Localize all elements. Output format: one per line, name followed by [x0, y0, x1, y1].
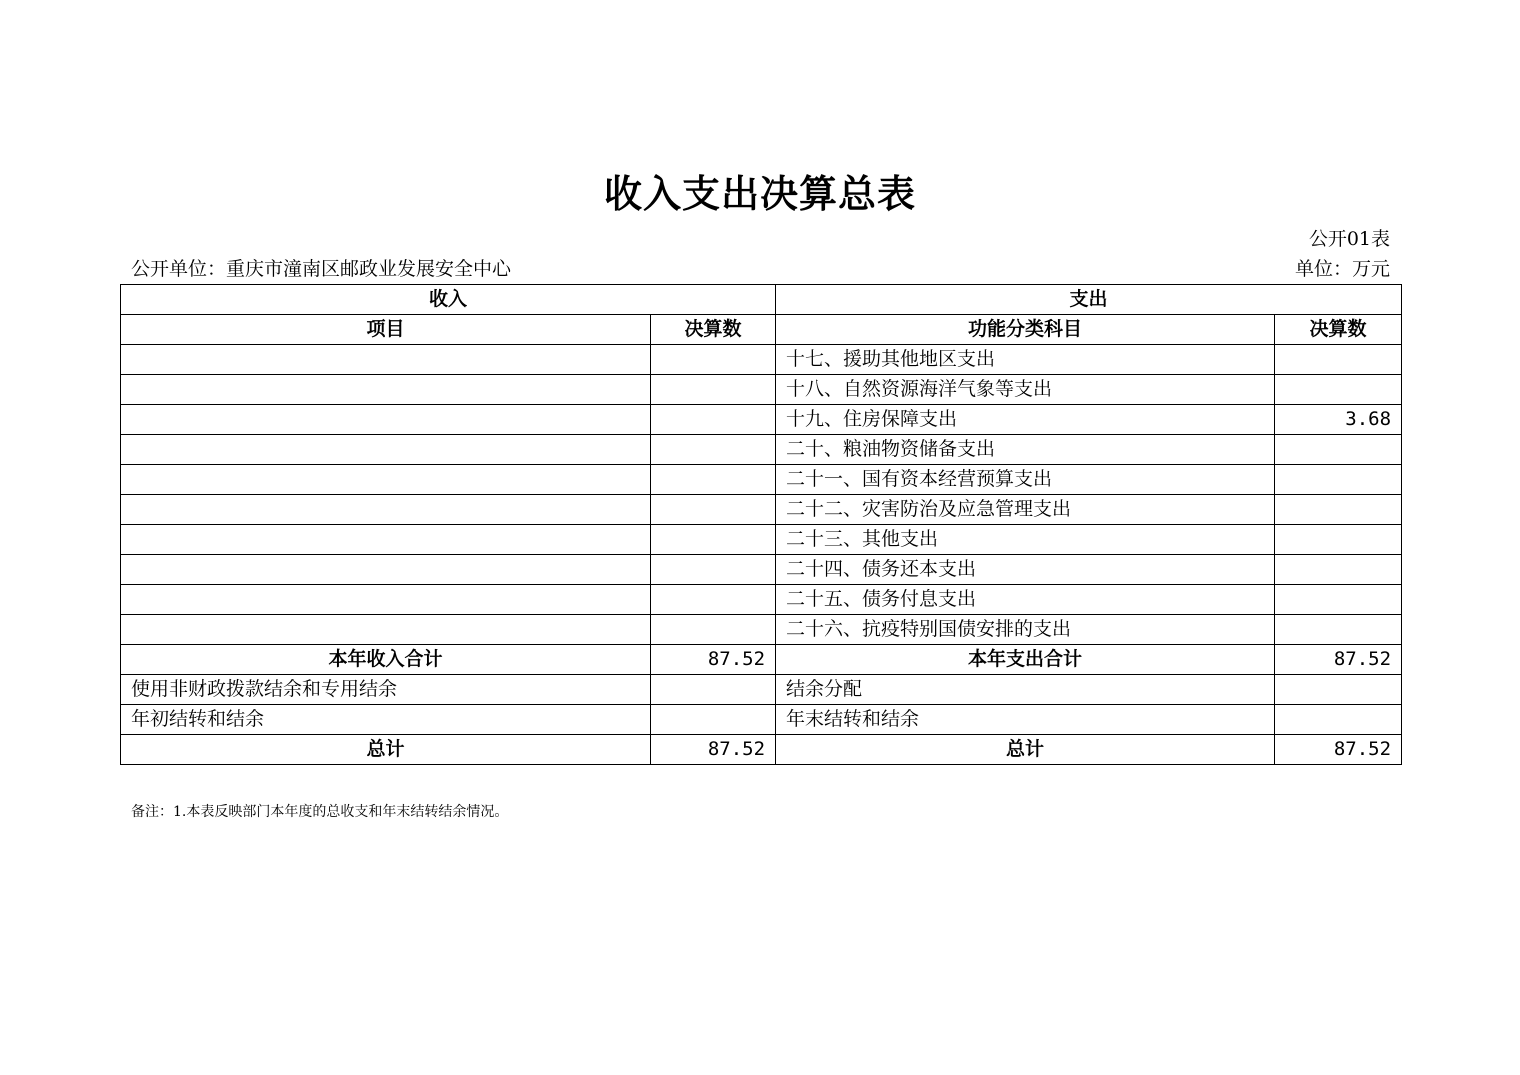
- expense-subtotal-amount: 87.52: [1275, 645, 1402, 675]
- expense-amount: 3.68: [1275, 405, 1402, 435]
- income-amount: [651, 525, 776, 555]
- income-item: [121, 525, 651, 555]
- income-item: [121, 495, 651, 525]
- section-header-row: [121, 285, 1402, 315]
- expense-item: 二十四、债务还本支出: [776, 555, 1275, 585]
- income-amount: [651, 435, 776, 465]
- category-header: 功能分类科目: [776, 315, 1275, 345]
- expense-item: 结余分配: [776, 675, 1275, 705]
- expense-amount-header: 决算数: [1275, 315, 1402, 345]
- income-amount: [651, 495, 776, 525]
- table-row: [121, 465, 1402, 495]
- table-row: [121, 405, 1402, 435]
- income-item: [121, 465, 651, 495]
- subtotal-row: [121, 645, 1402, 675]
- form-number: 公开01表: [1308, 228, 1390, 250]
- expense-amount: [1275, 525, 1402, 555]
- income-amount: [651, 345, 776, 375]
- expense-amount: [1275, 705, 1402, 735]
- expense-item: 二十三、其他支出: [776, 525, 1275, 555]
- expense-item: 二十二、灾害防治及应急管理支出: [776, 495, 1275, 525]
- table-row: [121, 375, 1402, 405]
- expense-item: 年末结转和结余: [776, 705, 1275, 735]
- expense-item: 二十五、债务付息支出: [776, 585, 1275, 615]
- table-row: [121, 675, 1402, 705]
- income-amount: [651, 375, 776, 405]
- expense-amount: [1275, 675, 1402, 705]
- income-item: [121, 345, 651, 375]
- income-amount: [651, 675, 776, 705]
- expense-item: 二十一、国有资本经营预算支出: [776, 465, 1275, 495]
- expense-item: 十七、援助其他地区支出: [776, 345, 1275, 375]
- currency-unit: 单位：万元: [1294, 258, 1390, 280]
- income-amount: [651, 615, 776, 645]
- table-row: [121, 705, 1402, 735]
- income-item: [121, 585, 651, 615]
- income-header: 收入: [121, 285, 776, 315]
- table-row: [121, 495, 1402, 525]
- income-item: [121, 435, 651, 465]
- expense-amount: [1275, 435, 1402, 465]
- expense-amount: [1275, 375, 1402, 405]
- table-row: [121, 525, 1402, 555]
- expense-header: 支出: [776, 285, 1402, 315]
- item-header: 项目: [121, 315, 651, 345]
- table-row: [121, 555, 1402, 585]
- budget-summary-table: [120, 284, 1402, 765]
- expense-amount: [1275, 585, 1402, 615]
- reporting-unit: 公开单位：重庆市潼南区邮政业发展安全中心: [131, 258, 512, 280]
- expense-item: 十八、自然资源海洋气象等支出: [776, 375, 1275, 405]
- income-subtotal-label: 本年收入合计: [121, 645, 651, 675]
- income-item: 使用非财政拨款结余和专用结余: [121, 675, 651, 705]
- expense-amount: [1275, 345, 1402, 375]
- expense-item: 二十六、抗疫特别国债安排的支出: [776, 615, 1275, 645]
- income-item: 年初结转和结余: [121, 705, 651, 735]
- income-item: [121, 615, 651, 645]
- expense-amount: [1275, 465, 1402, 495]
- expense-amount: [1275, 555, 1402, 585]
- income-amount: [651, 405, 776, 435]
- income-item: [121, 405, 651, 435]
- expense-item: 二十、粮油物资储备支出: [776, 435, 1275, 465]
- income-item: [121, 555, 651, 585]
- table-row: [121, 435, 1402, 465]
- page-title: 收入支出决算总表: [603, 172, 916, 216]
- expense-total-label: 总计: [776, 735, 1275, 765]
- total-row: [121, 735, 1402, 765]
- table-row: [121, 345, 1402, 375]
- income-amount: [651, 555, 776, 585]
- expense-amount: [1275, 615, 1402, 645]
- income-total-label: 总计: [121, 735, 651, 765]
- expense-total-amount: 87.52: [1275, 735, 1402, 765]
- income-amount: [651, 585, 776, 615]
- expense-amount: [1275, 495, 1402, 525]
- income-subtotal-amount: 87.52: [651, 645, 776, 675]
- footnote: 备注：1.本表反映部门本年度的总收支和年末结转结余情况。: [131, 804, 509, 820]
- table-row: [121, 585, 1402, 615]
- expense-subtotal-label: 本年支出合计: [776, 645, 1275, 675]
- column-header-row: [121, 315, 1402, 345]
- table-row: [121, 615, 1402, 645]
- income-amount-header: 决算数: [651, 315, 776, 345]
- income-total-amount: 87.52: [651, 735, 776, 765]
- expense-item: 十九、住房保障支出: [776, 405, 1275, 435]
- income-amount: [651, 705, 776, 735]
- income-item: [121, 375, 651, 405]
- income-amount: [651, 465, 776, 495]
